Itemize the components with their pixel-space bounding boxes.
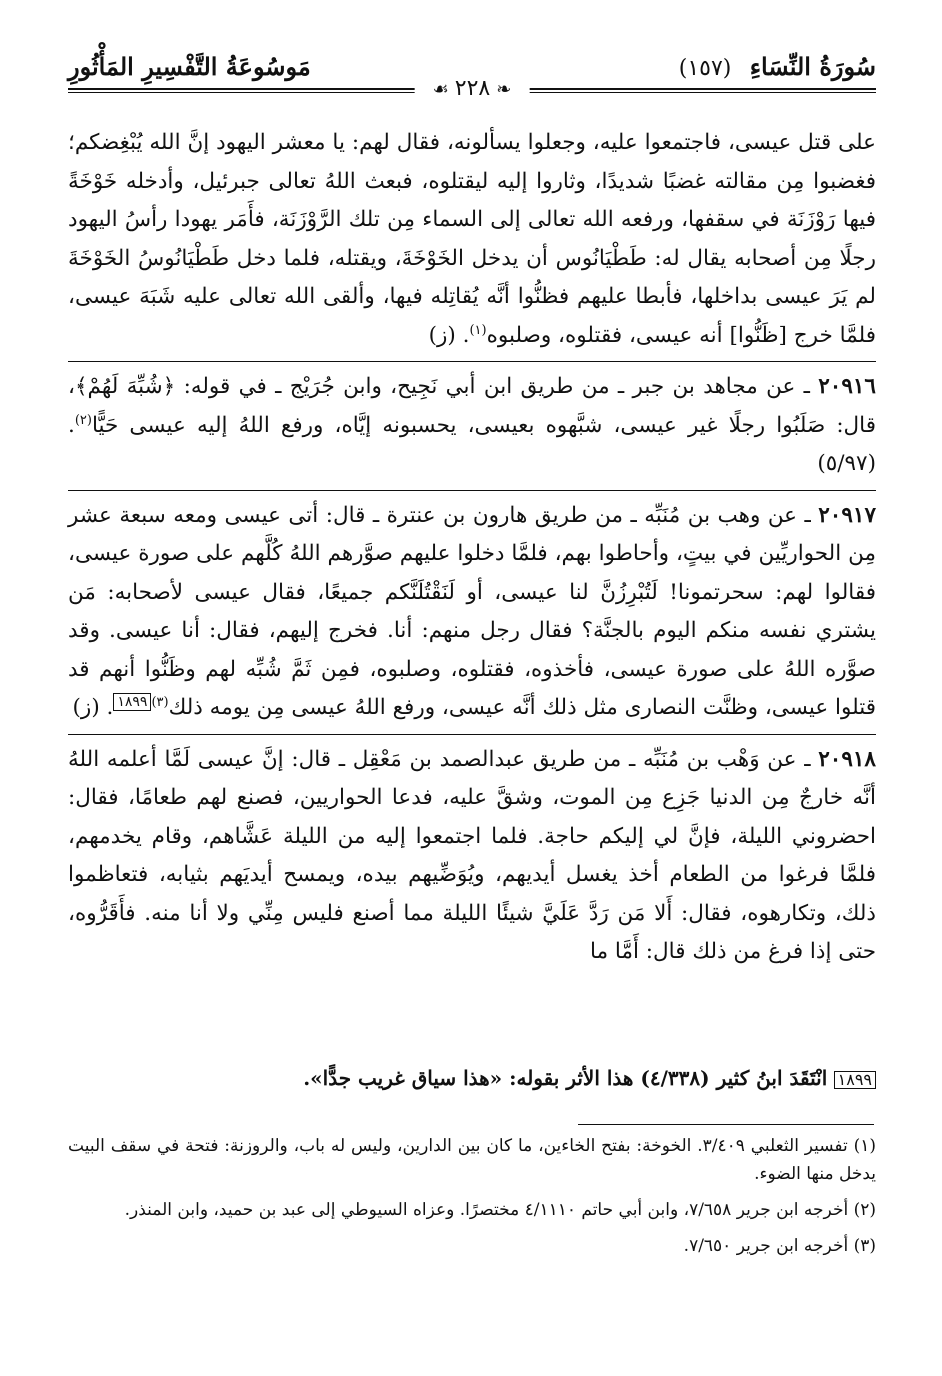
page-header: [68, 48, 876, 108]
text-line: فلما دخل طَطْيَانُوسُ الخَوْخَةَ لم يَرَ عيسى بداخلها، فأبطا عليهم فظنُّوا أنَّه يُقاتِله فيها،: [68, 245, 876, 309]
text-line: بيده، ويمسح أيديَهم بثيابه، فتعاظموا ذلك، وتكارهوه، فقال: أَلا مَن رَدَّ عَلَيَّ شيئًا: [68, 862, 876, 926]
text-line: ـ عن وهب بن مُنَبِّه ـ من طريق هارون بن عنترة ـ قال: أتى عيسى ومعه: [173, 502, 811, 528]
book-title: مَوسُوعَةُ التَّفْسِيرِ المَأْثُورِ: [68, 52, 311, 81]
text-line: جميعًا، فقال عيسى لأصحابه: مَن يشتري نفسه منكم اليوم بالجنَّة؟ فقال رجل: [68, 579, 876, 643]
footnote-marker[interactable]: (٢): [74, 412, 92, 428]
text-line: وألقى الله تعالى عليه شَبَهَ عيسى، فلمَّا خرج [ظَنُّوا] أنه عيسى، فقتلوه، وصلبوه: [68, 284, 876, 348]
surah-heading: [679, 52, 876, 81]
text-line: سبعة عشر مِن الحواريِّين في بيتٍ، وأحاطوا بهم، فلمَّا دخلوا عليهم صوَّرهم اللهُ: [68, 502, 876, 566]
main-text: [68, 124, 876, 972]
text-line: الليلة مما أصنع فليس مِنِّي ولا أنا منه. فأَقَرُّوه، حتى إذا فرغ من ذلك قال: أَمَّا ما: [68, 900, 876, 964]
hadith-number: ٢٠٩١٨: [818, 746, 876, 772]
note-number-box: ١٨٩٩: [834, 1071, 876, 1089]
source-tag: . (ز): [428, 322, 470, 348]
surah-title: سُورَةُ النِّسَاءِ: [749, 52, 876, 81]
footnote-marker[interactable]: (١): [469, 322, 487, 338]
text-line: ـ عن مجاهد بن جبر ـ من طريق ابن أبي نَجِيح، وابن جُرَيْج ـ في قوله:: [183, 374, 810, 399]
ornament-left-icon: ☙: [432, 79, 449, 100]
text-line: وأدخله خَوْخَةً فيها رَوْزَنَة في سقفها، ورفعه الله تعالى إلى السماء مِن تلك الرَّوْزَنَة، فأَمَر: [68, 168, 877, 232]
footnote-rule: [578, 1124, 874, 1125]
source-tag: . (٥/٩٧): [68, 412, 876, 476]
page-number: ٢٢٨: [454, 76, 491, 101]
footnote-marker[interactable]: (٣): [151, 694, 169, 710]
editor-note: [68, 1062, 876, 1094]
text-line: إليه عيسى حَيًّا: [91, 412, 228, 438]
text-line: ـ عن وَهْب بن مُنَبِّه ـ من طريق عبدالصمد بن مَعْقِل ـ قال: إنَّ عيسى لَمَّا: [164, 746, 811, 772]
footnote-3: (٣) أخرجه ابن جرير ٧/٦٥٠.: [683, 1236, 876, 1256]
text-line: الليلة عَشَّاهم، وقام يخدمهم، فلمَّا فرغوا من الطعام أخذ يغسل أيديهم، ويُوَضِّيهم: [68, 823, 876, 887]
text-line: يهودا رأسُ اليهود رجلًا مِن أصحابه يقال له: طَطْيَانُوس أن يدخل الخَوْخَةَ، ويقتله،: [68, 207, 876, 271]
text-line: ﴿شُبِّهَ لَهُمْ﴾، قال: صَلَبُوا رجلًا غير عيسى، شبَّهوه بعيسى، يحسبونه إيَّاه، ورفع اللهُ: [68, 374, 877, 438]
footnote-2: (٢) أخرجه ابن جرير ٧/٦٥٨، وابن أبي حاتم ٤/١١١٠ مختصرًا. وعزاه السيوطي إلى عبد بن حميد، وابن المنذر.: [124, 1200, 876, 1220]
hadith-20916: [68, 368, 876, 484]
section-separator: [68, 734, 876, 735]
hadith-number: ٢٠٩١٧: [818, 502, 876, 528]
section-separator: [68, 490, 876, 491]
hadith-20918: [68, 741, 876, 972]
note-reference-box[interactable]: ١٨٩٩: [113, 693, 151, 711]
note-text: انْتَقَدَ ابنُ كثير (٤/٣٣٨) هذا الأثر بقوله: «هذا سياق غريب جدًّا».: [303, 1066, 828, 1090]
footnote-1: (١) تفسير الثعلبي ٣/٤٠٩. الخوخة: بفتح الخاءين، ما كان بين الدارين، وليس له باب، والروزنة: فتحة في سقف البيت يدخل منها الضوء.: [68, 1136, 877, 1184]
paragraph-1: [68, 124, 876, 355]
text-line: فأخذوه، فقتلوه، وصلبوه، فمِن ثَمَّ شُبِّه لهم وظَنُّوا أنهم قد قتلوا عيسى، وظنَّت: [68, 656, 876, 720]
hadith-20917: [68, 497, 876, 728]
text-line: لهم طعامًا، فقال: احضروني الليلة، فإنَّ لي إليكم حاجة. فلما اجتمعوا إليه من: [68, 785, 876, 849]
text-line: كُلَّهم على صورة عيسى، فقالوا لهم: سحرتمونا! لَتُبْرِزُنَّ لنا عيسى، أو لَنَقْتُلَنَّكم: [68, 541, 876, 605]
section-separator: [68, 361, 876, 362]
text-line: على قتل عيسى، فاجتمعوا عليه، وجعلوا يسألونه، فقال لهم: يا معشر اليهود إنَّ الله: [149, 130, 876, 155]
hadith-number: ٢٠٩١٦: [818, 374, 876, 399]
verse-number: (١٥٧): [678, 56, 732, 81]
footnotes: [68, 1132, 876, 1268]
text-line: منهم: أنا. فخرج إليهم، فقال: أنا عيسى. وقد صوَّره اللهُ على صورة عيسى،: [68, 618, 876, 682]
page-number-box: [415, 76, 530, 101]
source-tag: . (ز): [72, 695, 114, 720]
text-line: أعلمه اللهُ أنَّه خارجٌ مِن الدنيا جَزِع مِن الموت، وشقَّ عليه، فدعا الحواريين، فصنع: [68, 746, 876, 810]
text-line: يُبْغِضكم؛ فغضبوا مِن مقالته غضبًا شديدًا، وثاروا إليه ليقتلوه، فبعث اللهُ تعالى جبرئيل،: [68, 130, 876, 194]
ornament-right-icon: ❧: [496, 79, 512, 100]
text-line: النصارى مثل ذلك أنَّه عيسى، ورفع اللهُ عيسى مِن يومه ذلك: [168, 695, 697, 720]
